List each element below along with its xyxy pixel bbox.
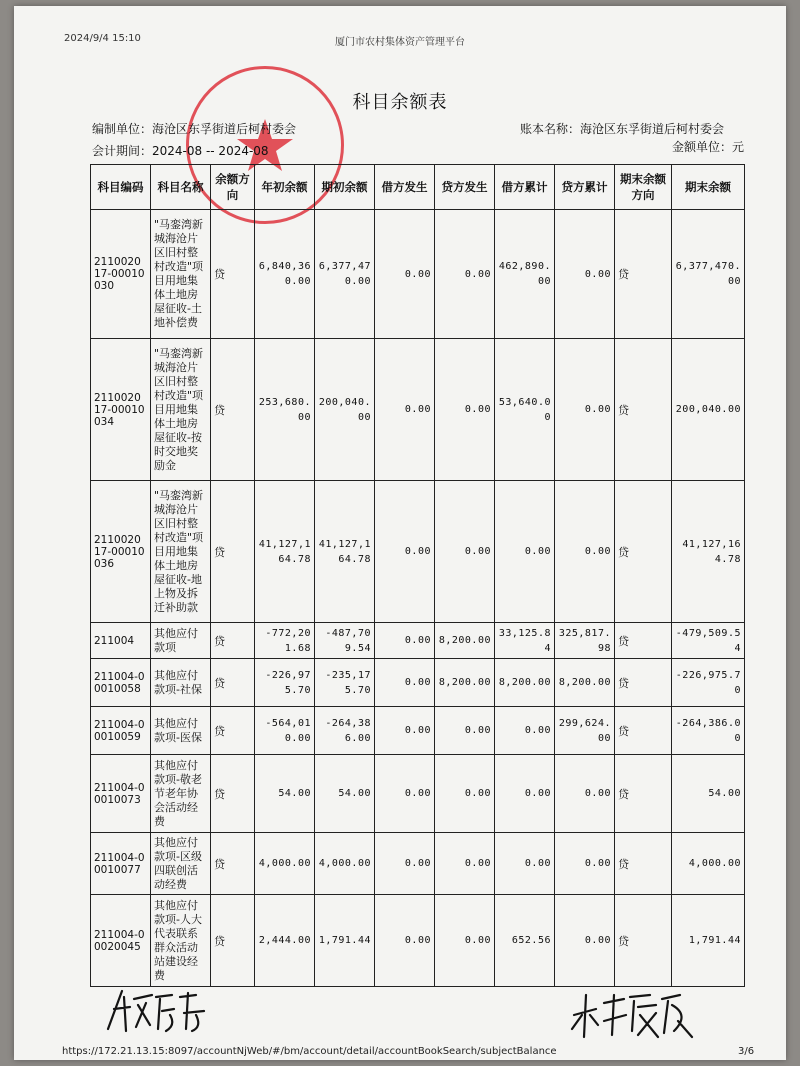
credit-amount: 0.00	[435, 481, 495, 623]
year-opening-balance: -564,010.00	[255, 707, 315, 755]
end-direction: 贷	[615, 707, 672, 755]
ending-balance: -264,386.00	[672, 707, 745, 755]
table-row	[91, 623, 745, 659]
debit-amount: 0.00	[375, 755, 435, 833]
balance-direction: 贷	[211, 833, 255, 895]
period-opening-balance: -264,386.00	[315, 707, 375, 755]
debit-amount: 0.00	[375, 659, 435, 707]
account-book-name: 账本名称：海沧区东孚街道后柯村委会	[520, 122, 725, 136]
account-name: 其他应付款项-社保	[151, 659, 211, 707]
credit-cumulative: 8,200.00	[555, 659, 615, 707]
end-direction: 贷	[615, 623, 672, 659]
handwritten-signature-right	[568, 985, 698, 1045]
col-header: 余额方向	[211, 165, 255, 210]
debit-cumulative: 652.56	[495, 895, 555, 987]
end-direction: 贷	[615, 481, 672, 623]
credit-cumulative: 325,817.98	[555, 623, 615, 659]
end-direction: 贷	[615, 210, 672, 339]
account-name: 其他应付款项-区级四联创活动经费	[151, 833, 211, 895]
table-row	[91, 755, 745, 833]
period-opening-balance: -487,709.54	[315, 623, 375, 659]
debit-cumulative: 0.00	[495, 755, 555, 833]
handwritten-signature-left	[100, 985, 210, 1040]
account-code: 211004-00010059	[91, 707, 151, 755]
col-header: 科目名称	[151, 165, 211, 210]
table-row	[91, 481, 745, 623]
period-opening-balance: 200,040.00	[315, 339, 375, 481]
col-header: 年初余额	[255, 165, 315, 210]
col-header: 期末余额	[672, 165, 745, 210]
end-direction: 贷	[615, 339, 672, 481]
credit-cumulative: 0.00	[555, 481, 615, 623]
account-code: 211004-00020045	[91, 895, 151, 987]
debit-amount: 0.00	[375, 833, 435, 895]
debit-cumulative: 0.00	[495, 707, 555, 755]
debit-cumulative: 33,125.84	[495, 623, 555, 659]
col-header: 期末余额方向	[615, 165, 672, 210]
table-row	[91, 210, 745, 339]
credit-amount: 0.00	[435, 339, 495, 481]
credit-cumulative: 0.00	[555, 339, 615, 481]
col-header: 贷方累计	[555, 165, 615, 210]
account-name: 其他应付款项-人大代表联系群众活动站建设经费	[151, 895, 211, 987]
debit-amount: 0.00	[375, 339, 435, 481]
col-header: 期初余额	[315, 165, 375, 210]
debit-amount: 0.00	[375, 210, 435, 339]
debit-cumulative: 462,890.00	[495, 210, 555, 339]
period-opening-balance: 4,000.00	[315, 833, 375, 895]
credit-cumulative: 0.00	[555, 833, 615, 895]
year-opening-balance: 253,680.00	[255, 339, 315, 481]
table-row	[91, 707, 745, 755]
account-name: 其他应付款项	[151, 623, 211, 659]
credit-amount: 0.00	[435, 833, 495, 895]
accounting-period: 会计期间：2024-08 -- 2024-08	[92, 144, 269, 158]
balance-direction: 贷	[211, 623, 255, 659]
period-opening-balance: 41,127,164.78	[315, 481, 375, 623]
credit-amount: 8,200.00	[435, 623, 495, 659]
credit-cumulative: 0.00	[555, 895, 615, 987]
end-direction: 贷	[615, 833, 672, 895]
year-opening-balance: 2,444.00	[255, 895, 315, 987]
year-opening-balance: 6,840,360.00	[255, 210, 315, 339]
account-code: 211002017-00010034	[91, 339, 151, 481]
ending-balance: 200,040.00	[672, 339, 745, 481]
col-header: 借方发生	[375, 165, 435, 210]
debit-amount: 0.00	[375, 481, 435, 623]
page-url: https://172.21.13.15:8097/accountNjWeb/#/bm/account/detail/accountBookSearch/subjectBalance	[62, 1046, 557, 1057]
credit-cumulative: 0.00	[555, 755, 615, 833]
platform-name: 厦门市农村集体资产管理平台	[335, 37, 465, 48]
period-opening-balance: -235,175.70	[315, 659, 375, 707]
account-name: "马銮湾新城海沧片区旧村整村改造"项目用地集体土地房屋征收-按时交地奖励金	[151, 339, 211, 481]
balance-direction: 贷	[211, 707, 255, 755]
balance-direction: 贷	[211, 659, 255, 707]
page-number: 3/6	[738, 1046, 755, 1057]
credit-amount: 8,200.00	[435, 659, 495, 707]
account-code: 211004-00010077	[91, 833, 151, 895]
table-row	[91, 659, 745, 707]
ending-balance: 41,127,164.78	[672, 481, 745, 623]
credit-amount: 0.00	[435, 210, 495, 339]
debit-cumulative: 53,640.00	[495, 339, 555, 481]
account-code: 211004	[91, 623, 151, 659]
ending-balance: 6,377,470.00	[672, 210, 745, 339]
print-datetime: 2024/9/4 15:10	[64, 33, 141, 44]
debit-amount: 0.00	[375, 707, 435, 755]
col-header: 贷方发生	[435, 165, 495, 210]
debit-amount: 0.00	[375, 895, 435, 987]
balance-direction: 贷	[211, 210, 255, 339]
report-title: 科目余额表	[352, 92, 448, 113]
year-opening-balance: 4,000.00	[255, 833, 315, 895]
table-row	[91, 339, 745, 481]
end-direction: 贷	[615, 659, 672, 707]
credit-cumulative: 0.00	[555, 210, 615, 339]
compiling-unit: 编制单位：海沧区东孚街道后柯村委会	[92, 122, 297, 136]
col-header: 科目编码	[91, 165, 151, 210]
ending-balance: 4,000.00	[672, 833, 745, 895]
year-opening-balance: 41,127,164.78	[255, 481, 315, 623]
balance-direction: 贷	[211, 339, 255, 481]
ending-balance: 54.00	[672, 755, 745, 833]
table-header-row	[91, 165, 745, 210]
credit-amount: 0.00	[435, 755, 495, 833]
balance-table	[90, 164, 745, 987]
table-row	[91, 895, 745, 987]
debit-cumulative: 8,200.00	[495, 659, 555, 707]
account-name: 其他应付款项-医保	[151, 707, 211, 755]
account-name: "马銮湾新城海沧片区旧村整村改造"项目用地集体土地房屋征收-地上物及拆迁补助款	[151, 481, 211, 623]
year-opening-balance: 54.00	[255, 755, 315, 833]
debit-amount: 0.00	[375, 623, 435, 659]
balance-direction: 贷	[211, 895, 255, 987]
ending-balance: -479,509.54	[672, 623, 745, 659]
col-header: 借方累计	[495, 165, 555, 210]
year-opening-balance: -772,201.68	[255, 623, 315, 659]
end-direction: 贷	[615, 895, 672, 987]
balance-direction: 贷	[211, 481, 255, 623]
year-opening-balance: -226,975.70	[255, 659, 315, 707]
balance-direction: 贷	[211, 755, 255, 833]
account-code: 211002017-00010030	[91, 210, 151, 339]
debit-cumulative: 0.00	[495, 481, 555, 623]
period-opening-balance: 1,791.44	[315, 895, 375, 987]
table-row	[91, 833, 745, 895]
credit-amount: 0.00	[435, 707, 495, 755]
end-direction: 贷	[615, 755, 672, 833]
account-name: 其他应付款项-敬老节老年协会活动经费	[151, 755, 211, 833]
credit-amount: 0.00	[435, 895, 495, 987]
currency-unit: 金额单位：元	[672, 140, 745, 154]
ending-balance: -226,975.70	[672, 659, 745, 707]
period-opening-balance: 6,377,470.00	[315, 210, 375, 339]
account-code: 211004-00010073	[91, 755, 151, 833]
account-code: 211004-00010058	[91, 659, 151, 707]
ending-balance: 1,791.44	[672, 895, 745, 987]
credit-cumulative: 299,624.00	[555, 707, 615, 755]
account-name: "马銮湾新城海沧片区旧村整村改造"项目用地集体土地房屋征收-土地补偿费	[151, 210, 211, 339]
account-code: 211002017-00010036	[91, 481, 151, 623]
debit-cumulative: 0.00	[495, 833, 555, 895]
period-opening-balance: 54.00	[315, 755, 375, 833]
